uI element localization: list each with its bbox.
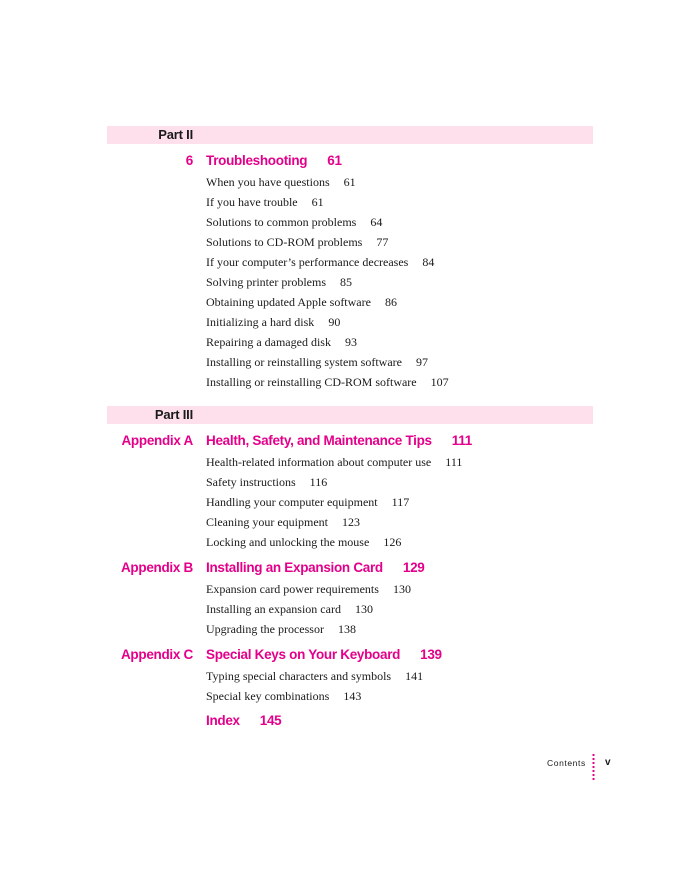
toc-entry[interactable] (206, 355, 428, 370)
toc-entry[interactable] (206, 475, 327, 490)
entry-page: 107 (430, 375, 449, 389)
toc-entry[interactable] (206, 495, 409, 510)
toc-entry[interactable] (206, 535, 401, 550)
entry-text: Locking and unlocking the mouse (206, 535, 370, 549)
chapter-title: Special Keys on Your Keyboard (206, 647, 401, 662)
toc-entry[interactable] (206, 375, 449, 390)
entry-text: Upgrading the processor (206, 622, 324, 636)
entry-text: Repairing a damaged disk (206, 335, 331, 349)
entry-text: Obtaining updated Apple software (206, 295, 371, 309)
chapter-title: Index (206, 713, 240, 728)
entry-text: Initializing a hard disk (206, 315, 315, 329)
appendix-a-label: Appendix A (121, 433, 193, 448)
toc-entry[interactable] (206, 315, 340, 330)
toc-entry[interactable] (206, 215, 382, 230)
toc-entry[interactable] (206, 515, 360, 530)
appendix-b-title[interactable] (206, 560, 425, 575)
entry-page: 138 (337, 622, 356, 636)
entry-page: 64 (370, 215, 383, 229)
entry-page: 93 (344, 335, 357, 349)
toc-entry[interactable] (206, 235, 388, 250)
entry-page: 77 (376, 235, 389, 249)
entry-text: Installing an expansion card (206, 602, 341, 616)
appendix-c-label: Appendix C (120, 647, 193, 662)
toc-entry[interactable] (206, 335, 357, 350)
entry-text: Solutions to common problems (206, 215, 357, 229)
footer-page-number: v (605, 757, 611, 768)
entry-page: 141 (405, 669, 424, 683)
chapter-title-troubleshooting[interactable] (206, 153, 342, 168)
entry-text: Safety instructions (206, 475, 296, 489)
toc-entry[interactable] (206, 622, 356, 637)
entry-text: Solving printer problems (206, 275, 326, 289)
entry-text: Cleaning your equipment (206, 515, 328, 529)
toc-entry[interactable] (206, 689, 361, 704)
entry-page: 97 (415, 355, 428, 369)
toc-entry[interactable] (206, 295, 397, 310)
entry-text: Handling your computer equipment (206, 495, 378, 509)
index-title[interactable] (206, 713, 281, 728)
chapter-title: Health, Safety, and Maintenance Tips (206, 433, 432, 448)
chapter-page: 139 (420, 647, 442, 662)
chapter-page: 145 (259, 713, 282, 728)
chapter-title: Troubleshooting (206, 153, 308, 168)
entry-page: 130 (392, 582, 411, 596)
appendix-b-label: Appendix B (120, 560, 193, 575)
chapter-page: 129 (402, 560, 425, 575)
chapter-page: 111 (451, 433, 472, 448)
entry-text: Installing or reinstalling CD-ROM software (206, 375, 417, 389)
entry-page: 116 (309, 475, 328, 489)
part-label: Part II (158, 127, 193, 142)
appendix-a-title[interactable] (206, 433, 472, 448)
entry-text: Expansion card power requirements (206, 582, 379, 596)
toc-entry[interactable] (206, 602, 373, 617)
toc-entry[interactable] (206, 455, 462, 470)
entry-text: Solutions to CD-ROM problems (206, 235, 363, 249)
entry-text: If your computer’s performance decreases (206, 255, 409, 269)
chapter-page: 61 (327, 153, 342, 168)
entry-page: 126 (383, 535, 402, 549)
toc-entry[interactable] (206, 582, 411, 597)
entry-page: 85 (340, 275, 352, 289)
entry-page: 111 (445, 455, 463, 469)
toc-entry[interactable] (206, 175, 356, 190)
entry-page: 90 (328, 315, 341, 329)
chapter-title: Installing an Expansion Card (206, 560, 383, 575)
entry-text: If you have trouble (206, 195, 298, 209)
entry-page: 61 (343, 175, 356, 189)
entry-text: Health-related information about computer use (206, 455, 432, 469)
toc-entry[interactable] (206, 275, 352, 290)
appendix-c-title[interactable] (206, 647, 442, 662)
entry-page: 143 (343, 689, 362, 703)
entry-text: Special key combinations (206, 689, 330, 703)
entry-page: 117 (391, 495, 410, 509)
entry-page: 86 (384, 295, 397, 309)
entry-page: 130 (354, 602, 373, 616)
entry-text: When you have questions (206, 175, 330, 189)
toc-entry[interactable] (206, 669, 423, 684)
part-ii-band (107, 126, 593, 144)
part-label: Part III (154, 407, 193, 422)
footer-dot-rule (592, 753, 595, 781)
part-iii-band (107, 406, 593, 424)
chapter-number: 6 (185, 153, 193, 168)
entry-text: Typing special characters and symbols (206, 669, 392, 683)
footer-label: Contents (547, 758, 586, 768)
toc-entry[interactable] (206, 255, 434, 270)
entry-page: 123 (341, 515, 360, 529)
entry-page: 84 (422, 255, 435, 269)
entry-page: 61 (311, 195, 324, 209)
toc-entry[interactable] (206, 195, 324, 210)
entry-text: Installing or reinstalling system software (206, 355, 402, 369)
